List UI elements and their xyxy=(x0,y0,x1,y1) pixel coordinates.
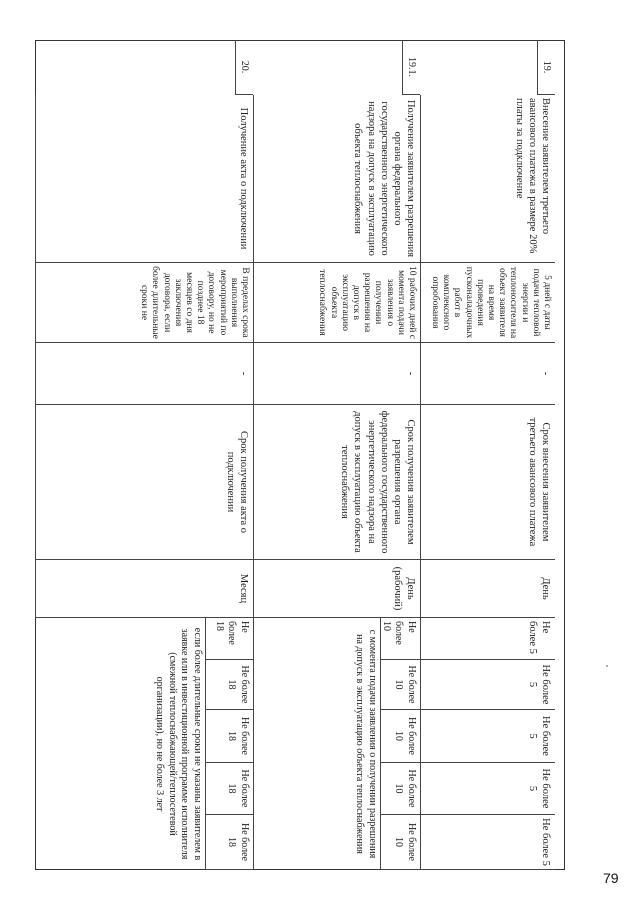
row-19-1-indicator: Срок получения заявителем разрешения органа федерального государственного энергетического надзора на допуск в эксплуатацию объекта теплоснабжения xyxy=(253,405,420,560)
row-19-description: Внесение заявителем третьего авансового платежа в размере 20% платы за подключение xyxy=(420,95,555,263)
row-19-1-period-1: Не более 10 xyxy=(380,618,420,660)
row-19-1-unit: День (рабочий) xyxy=(253,560,420,618)
rotated-table-page xyxy=(35,40,565,870)
row-20-value: - xyxy=(35,343,253,405)
row-19-1-period-2: Не более 10 xyxy=(380,660,420,710)
row-20-period-1: Не более 18 xyxy=(205,618,253,660)
row-19-term: 5 дней с даты подачи тепловой энергии и теплоносителя на объект заявителя на время проведения пусконаладочных работ в комплексного опробования xyxy=(420,263,555,343)
row-19-1-term: 10 рабочих дней с момента подачи заявления о получении разрешения на допуск в эксплуатацию объекта теплоснабжения xyxy=(253,263,420,343)
row-20-indicator: Срок получения акта о подключении xyxy=(35,405,253,560)
row-20-period-3: Не более 18 xyxy=(205,710,253,763)
row-19-1-period-5: Не более 10 xyxy=(380,815,420,870)
row-19-period-2: Не более 5 xyxy=(420,660,555,710)
row-19-period-4: Не более 5 xyxy=(420,763,555,815)
row-20-note: если более длительные сроки не указаны заявителем в заявке или в инвестиционной программе исполнителя (смежной теплоснабжающей/теплосетевой организации), но не более 3 лет xyxy=(154,627,203,861)
row-19-1-period-3: Не более 10 xyxy=(380,710,420,763)
row-19-period-5: Не более 5 xyxy=(420,815,555,870)
row-19-1-number: 19.1. xyxy=(402,40,420,95)
scan-speck xyxy=(606,665,608,667)
row-19-period-1: Не более 5 xyxy=(420,618,555,660)
row-20-period-5: Не более 18 xyxy=(205,815,253,870)
row-19-value: - xyxy=(420,343,555,405)
row-19-indicator: Срок внесения заявителем третьего авансового платежа xyxy=(420,405,555,560)
row-20-description: Получение акта о подключении xyxy=(35,95,253,263)
row-19-number: 19. xyxy=(537,40,555,95)
row-20-period-2: Не более 18 xyxy=(205,660,253,710)
row-19-1-description: Получение заявителем разрешения органа федерального государственного энергетического надзора на допуск в эксплуатацию объекта теплоснабжения xyxy=(253,95,420,263)
row-19-1-period-4: Не более 10 xyxy=(380,763,420,815)
row-19-1-note: с момента подачи заявления о получении разрешения на допуск в эксплуатацию объекта теплоснабжения xyxy=(253,618,380,870)
row-20-number: 20. xyxy=(235,40,253,95)
row-20-term: В пределах срока выполнения мероприятий по договору, но не позднее 18 месяцев со дня заключения договора, если более длительные сроки не xyxy=(35,263,253,343)
row-20-period-4: Не более 18 xyxy=(205,763,253,815)
page-number: 79 xyxy=(603,870,619,886)
row-19-period-3: Не более 5 xyxy=(420,710,555,763)
row-19-1-value: - xyxy=(253,343,420,405)
row-19-unit: День xyxy=(420,560,555,618)
row-20-unit: Месяц xyxy=(35,560,253,618)
